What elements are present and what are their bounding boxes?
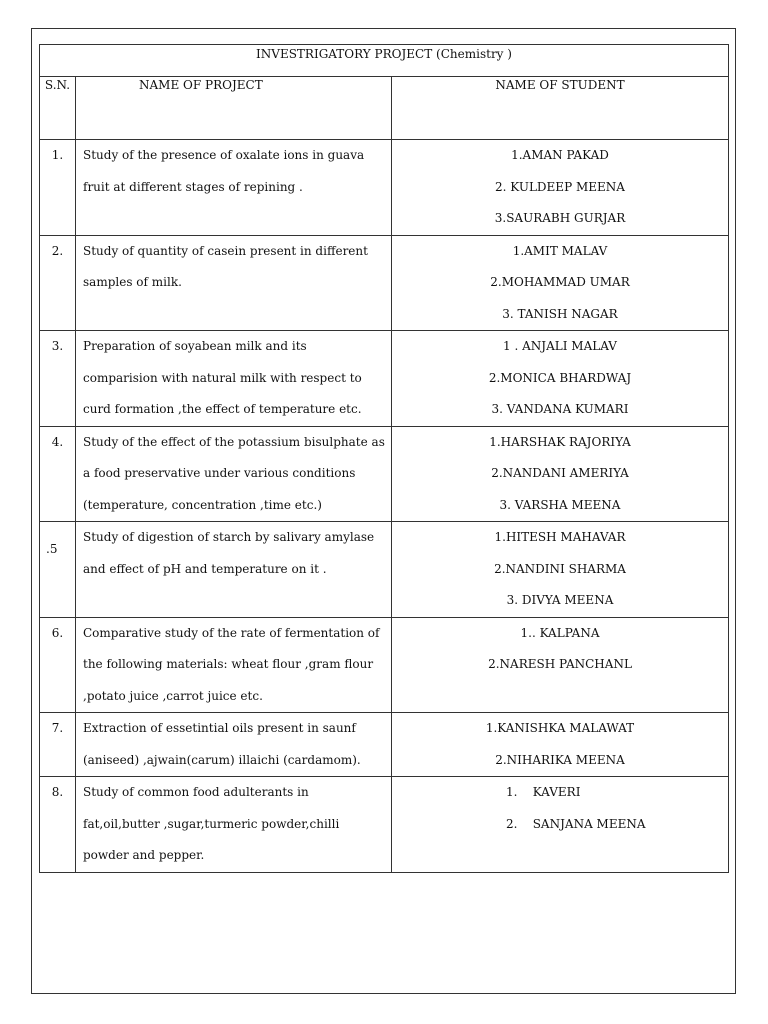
student-name: 2. KULDEEP MEENA xyxy=(495,179,625,194)
row-students xyxy=(392,331,729,427)
row-sn-text: 6. xyxy=(51,625,64,640)
row-sn xyxy=(40,140,76,236)
row-sn xyxy=(40,522,76,618)
student-name: 3. DIVYA MEENA xyxy=(506,593,614,607)
row-sn-text: 2. xyxy=(51,243,64,258)
student-name: 1. KAVERI xyxy=(506,785,581,799)
project-line: Preparation of soyabean milk and its xyxy=(83,339,307,353)
student-name: 2.MOHAMMAD UMAR xyxy=(490,275,630,289)
project-line: powder and pepper. xyxy=(83,848,205,862)
student-name: 2.MONICA BHARDWAJ xyxy=(488,370,632,385)
table-row xyxy=(40,426,729,522)
student-name: 1 . ANJALI MALAV xyxy=(503,339,617,353)
row-project xyxy=(76,617,392,713)
row-students xyxy=(392,426,729,522)
project-line: fruit at different stages of repining . xyxy=(83,179,303,194)
row-students xyxy=(392,777,729,873)
row-project xyxy=(76,522,392,618)
row-project xyxy=(76,713,392,777)
project-line: a food preservative under various conditions xyxy=(83,466,356,480)
project-line: Study of the effect of the potassium bisulphate as xyxy=(83,434,385,449)
row-sn xyxy=(40,235,76,331)
row-students xyxy=(392,140,729,236)
project-line: samples of milk. xyxy=(83,275,182,289)
student-name: 1.AMAN PAKAD xyxy=(511,148,609,162)
row-project xyxy=(76,331,392,427)
row-sn-text: 1. xyxy=(51,148,64,162)
student-name: 2.NANDANI AMERIYA xyxy=(491,466,629,480)
project-line: Study of common food adulterants in xyxy=(83,785,309,799)
row-project xyxy=(76,235,392,331)
project-line: Study of quantity of casein present in different xyxy=(83,243,368,258)
table-row xyxy=(40,617,729,713)
project-line: (temperature, concentration ,time etc.) xyxy=(83,497,322,512)
row-sn xyxy=(40,617,76,713)
row-sn-text: 7. xyxy=(51,721,64,735)
student-name: 2. SANJANA MEENA xyxy=(506,816,646,831)
project-line: (aniseed) ,ajwain(carum) illaichi (cardamom). xyxy=(83,752,361,767)
row-project xyxy=(76,140,392,236)
project-line: fat,oil,butter ,sugar,turmeric powder,chilli xyxy=(83,816,340,831)
row-sn xyxy=(40,331,76,427)
row-sn-text: 8. xyxy=(51,785,64,799)
project-line: ,potato juice ,carrot juice etc. xyxy=(83,688,263,703)
table-row xyxy=(40,522,729,618)
header-student: NAME OF STUDENT xyxy=(392,77,729,140)
table-row xyxy=(40,777,729,873)
student-name: 2.NIHARIKA MEENA xyxy=(495,752,625,767)
project-line: comparision with natural milk with respect to xyxy=(83,370,362,385)
student-name: 3.SAURABH GURJAR xyxy=(494,211,626,225)
student-name: 1.. KALPANA xyxy=(520,625,600,640)
table-row xyxy=(40,331,729,427)
student-name: 3. VARSHA MEENA xyxy=(499,497,621,512)
row-students xyxy=(392,522,729,618)
table-title: INVESTRIGATORY PROJECT (Chemistry ) xyxy=(40,45,729,77)
row-students xyxy=(392,713,729,777)
student-name: 1.AMIT MALAV xyxy=(512,243,608,258)
project-table xyxy=(39,44,729,873)
table-row xyxy=(40,713,729,777)
project-line: Study of the presence of oxalate ions in guava xyxy=(83,148,365,162)
student-name: 1.HITESH MAHAVAR xyxy=(494,530,626,544)
row-sn-text: 3. xyxy=(51,339,64,353)
row-students xyxy=(392,235,729,331)
header-project: NAME OF PROJECT xyxy=(76,77,392,140)
student-name: 1.KANISHKA MALAWAT xyxy=(485,721,635,735)
header-sn: S.N. xyxy=(40,77,76,140)
project-line: the following materials: wheat flour ,gram flour xyxy=(83,657,374,671)
project-line: Study of digestion of starch by salivary amylase xyxy=(83,530,375,544)
student-name: 2.NANDINI SHARMA xyxy=(494,561,626,576)
row-sn xyxy=(40,426,76,522)
row-students xyxy=(392,617,729,713)
header-row xyxy=(40,77,729,140)
student-name: 1.HARSHAK RAJORIYA xyxy=(489,434,631,449)
project-line: Extraction of essetintial oils present in saunf xyxy=(83,721,356,735)
project-line: curd formation ,the effect of temperature etc. xyxy=(83,402,362,416)
student-name: 3. VANDANA KUMARI xyxy=(491,402,629,416)
student-name: 3. TANISH NAGAR xyxy=(502,306,618,321)
table-row xyxy=(40,140,729,236)
row-sn xyxy=(40,713,76,777)
project-line: and effect of pH and temperature on it . xyxy=(83,561,327,576)
row-project xyxy=(76,777,392,873)
row-sn xyxy=(40,777,76,873)
row-sn-text: 4. xyxy=(51,434,64,449)
project-line: Comparative study of the rate of fermentation of xyxy=(83,625,380,640)
row-project xyxy=(76,426,392,522)
row-sn-text: .5 xyxy=(46,542,58,556)
table-row xyxy=(40,235,729,331)
student-name: 2.NARESH PANCHANL xyxy=(488,657,632,671)
